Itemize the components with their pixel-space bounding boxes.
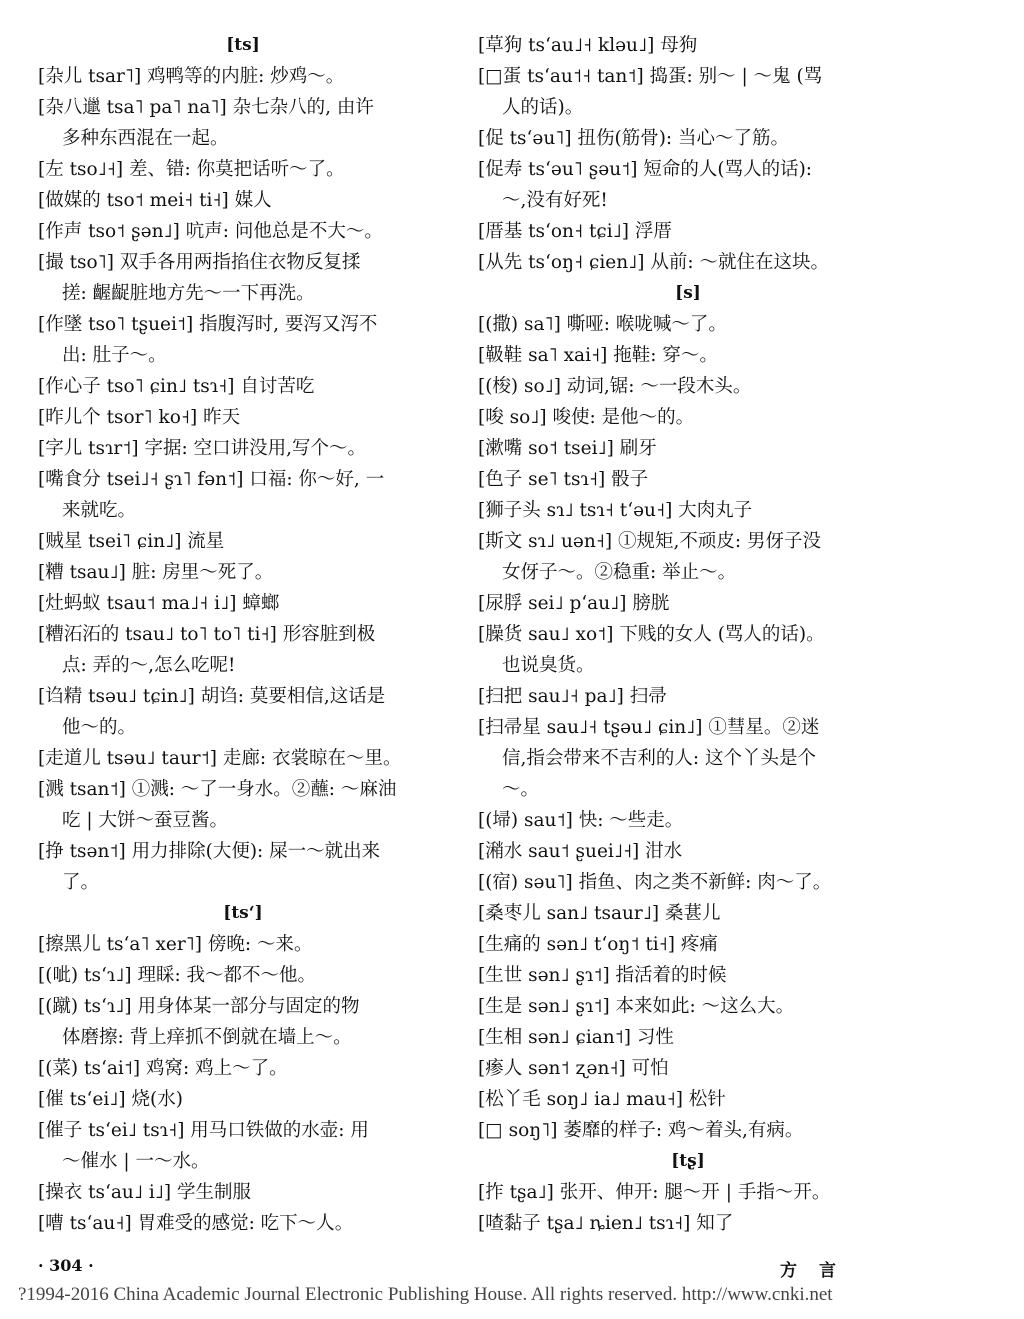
dictionary-entry: [嘴食分 tsei˩˧ ʂɿ˥ fən˦] 口福: 你～好, 一	[38, 469, 385, 490]
dictionary-entry: [作墜 tso˥ tʂuei˦] 指腹泻时, 要泻又泻不	[38, 314, 378, 335]
dictionary-entry: [促 ts‘əu˥] 扭伤(筋骨): 当心～了筋。	[478, 128, 790, 149]
dictionary-entry: [做媒的 tso˦ mei˧ ti˧] 媒人	[38, 190, 272, 211]
dictionary-entry: [□ soŋ˥] 萎靡的样子: 鸡～着头,有病。	[478, 1120, 804, 1141]
dictionary-entry: [催 ts‘ei˩] 烧(水)	[38, 1089, 183, 1110]
dictionary-entry: [瘆人 sən˦ ʐən˧] 可怕	[478, 1058, 669, 1079]
dictionary-entry: [色子 se˥ tsɿ˧] 骰子	[478, 469, 649, 490]
dictionary-entry: [斯文 sɿ˩ uən˧] ①规矩,不顽皮: 男伢子没	[478, 531, 821, 552]
dictionary-entry: [厝基 ts‘on˧ tɕi˩] 浮厝	[478, 221, 672, 242]
entry-continuation: ～催水 | 一～水。	[62, 1151, 210, 1172]
dictionary-entry: [喳黏子 tʂa˩ ȵien˩ tsɿ˧] 知了	[478, 1213, 734, 1234]
dictionary-entry: [字儿 tsɿr˦] 字据: 空口讲没用,写个～。	[38, 438, 366, 459]
dictionary-entry: [左 tso˩˧] 差、错: 你莫把话听～了。	[38, 159, 345, 180]
dictionary-entry: [从先 ts‘oŋ˧ ɕien˩] 从前: ～就住在这块。	[478, 252, 829, 273]
dictionary-entry: [(呲) ts‘ɿ˩] 理睬: 我～都不～他。	[38, 965, 317, 986]
entry-continuation: ～,没有好死!	[502, 190, 608, 211]
section-heading: [s]	[675, 283, 701, 303]
entry-continuation: 多种东西混在一起。	[62, 128, 229, 149]
section-heading: [ts]	[226, 35, 260, 55]
journal-name: 方言	[780, 1261, 858, 1281]
dictionary-entry: [走道儿 tsəu˩ taur˦] 走廊: 衣裳晾在～里。	[38, 748, 402, 769]
section-heading: [ts‘]	[223, 903, 263, 923]
entry-continuation: ～。	[502, 779, 540, 800]
entry-continuation: 女伢子～。②稳重: 举止～。	[502, 562, 737, 583]
dictionary-entry: [(宿) səu˥] 指鱼、肉之类不新鲜: 肉～了。	[478, 872, 832, 893]
dictionary-entry: [靸鞋 sa˥ xai˧] 拖鞋: 穿～。	[478, 345, 718, 366]
dictionary-entry: [臊货 sau˩ xo˦] 下贱的女人 (骂人的话)。	[478, 624, 825, 645]
entry-continuation: 点: 弄的～,怎么吃呢!	[62, 655, 236, 676]
dictionary-entry: [扫帚星 sau˩˧ tʂəu˩ ɕin˩] ①彗星。②迷	[478, 717, 820, 738]
dictionary-entry: [杂儿 tsar˥] 鸡鸭等的内脏: 炒鸡～。	[38, 66, 345, 87]
dictionary-entry: [潲水 sau˦ ʂuei˩˧] 泔水	[478, 841, 683, 862]
entry-continuation: 体磨擦: 背上痒抓不倒就在墙上～。	[62, 1027, 352, 1048]
dictionary-entry: [挣 tsən˦] 用力排除(大便): 屎一～就出来	[38, 841, 381, 862]
entry-continuation: 了。	[62, 872, 100, 893]
dictionary-entry: [灶蚂蚁 tsau˦ ma˩˧ i˩] 蟑螂	[38, 593, 280, 614]
dictionary-entry: [尿脬 sei˩ p‘au˩] 膀胱	[478, 593, 670, 614]
dictionary-entry: [(菜) ts‘ai˦] 鸡窝: 鸡上～了。	[38, 1058, 288, 1079]
dictionary-entry: [漱嘴 so˦ tsei˩] 刷牙	[478, 438, 657, 459]
dictionary-entry: [嘈 ts‘au˧] 胃难受的感觉: 吃下～人。	[38, 1213, 354, 1234]
dictionary-entry: [促寿 ts‘əu˥ ʂəu˦] 短命的人(骂人的话):	[478, 159, 813, 180]
dictionary-entry: [生是 sən˩ ʂɿ˦] 本来如此: ～这么大。	[478, 996, 795, 1017]
dictionary-entry: [(梭) so˩] 动词,锯: ～一段木头。	[478, 376, 752, 397]
dictionary-entry: [草狗 ts‘au˩˧ kləu˩] 母狗	[478, 35, 698, 56]
dictionary-entry: [糟 tsau˩] 脏: 房里～死了。	[38, 562, 274, 583]
dictionary-entry: [溅 tsan˦] ①溅: ～了一身水。②蘸: ～麻油	[38, 779, 397, 800]
dictionary-entry: [昨儿个 tsor˥ ko˧] 昨天	[38, 407, 241, 428]
entry-continuation: 人的话)。	[502, 97, 584, 118]
dictionary-entry: [松丫毛 soŋ˩ ia˩ mau˧] 松针	[478, 1089, 726, 1110]
dictionary-entry: [撮 tso˥] 双手各用两指掐住衣物反复揉	[38, 252, 361, 273]
dictionary-entry: [(蹴) ts‘ɿ˩] 用身体某一部分与固定的物	[38, 996, 360, 1017]
entry-continuation: 来就吃。	[62, 500, 137, 521]
dictionary-entry: [唆 so˩] 唆使: 是他～的。	[478, 407, 695, 428]
entry-continuation: 他～的。	[62, 717, 137, 738]
section-heading: [tʂ]	[671, 1151, 705, 1171]
right-column	[478, 30, 898, 1239]
page-number: · 304 ·	[38, 1256, 94, 1275]
dictionary-entry: [擦黑儿 ts‘a˥ xer˥] 傍晚: ～来。	[38, 934, 313, 955]
dictionary-entry: [作声 tso˦ ʂən˩] 吭声: 问他总是不大～。	[38, 221, 383, 242]
entry-continuation: 也说臭货。	[502, 655, 595, 676]
dictionary-entry: [(撒) sa˥] 嘶哑: 喉咙喊～了。	[478, 314, 727, 335]
dictionary-entry: [糟沰沰的 tsau˩ to˥ to˥ ti˧] 形容脏到极	[38, 624, 376, 645]
dictionary-entry: [桑枣儿 san˩ tsaur˩] 桑葚儿	[478, 903, 721, 924]
dictionary-entry: [贼星 tsei˥ ɕin˩] 流星	[38, 531, 225, 552]
dictionary-entry: [狮子头 sɿ˩ tsɿ˧ t‘əu˧] 大肉丸子	[478, 500, 753, 521]
entry-continuation: 信,指会带来不吉利的人: 这个丫头是个	[502, 748, 816, 769]
copyright-notice: ?1994-2016 China Academic Journal Electronic Publishing House. All rights reserved. http://www.cnki.net	[18, 1284, 833, 1305]
dictionary-entry: [拃 tʂa˩] 张开、伸开: 腿～开 | 手指～开。	[478, 1182, 831, 1203]
left-column	[38, 30, 448, 1239]
dictionary-entry: [催子 ts‘ei˩ tsɿ˧] 用马口铁做的水壶: 用	[38, 1120, 369, 1141]
entry-continuation: 出: 肚子～。	[62, 345, 167, 366]
dictionary-entry: [(埽) sau˦] 快: ～些走。	[478, 810, 684, 831]
dictionary-entry: [杂八邋 tsa˥ pa˥ na˥] 杂七杂八的, 由许	[38, 97, 374, 118]
dictionary-entry: [□蛋 ts‘au˦˧ tan˦] 捣蛋: 别～ | ～鬼 (骂	[478, 66, 823, 87]
entry-continuation: 搓: 齷齪脏地方先～一下再洗。	[62, 283, 315, 304]
dictionary-entry: [生相 sən˩ ɕian˦] 习性	[478, 1027, 674, 1048]
dictionary-entry: [生痛的 sən˩ t‘oŋ˦ ti˧] 疼痛	[478, 934, 718, 955]
dictionary-entry: [扫把 sau˩˧ pa˩] 扫帚	[478, 686, 667, 707]
dictionary-entry: [操衣 ts‘au˩ i˩] 学生制服	[38, 1182, 251, 1203]
dictionary-entry: [生世 sən˩ ʂɿ˦] 指活着的时候	[478, 965, 727, 986]
dictionary-entry: [作心子 tso˥ ɕin˩ tsɿ˧] 自讨苦吃	[38, 376, 315, 397]
entry-continuation: 吃 | 大饼～蚕豆酱。	[62, 810, 228, 831]
dictionary-entry: [诌精 tsəu˩ tɕin˩] 胡诌: 莫要相信,这话是	[38, 686, 386, 707]
